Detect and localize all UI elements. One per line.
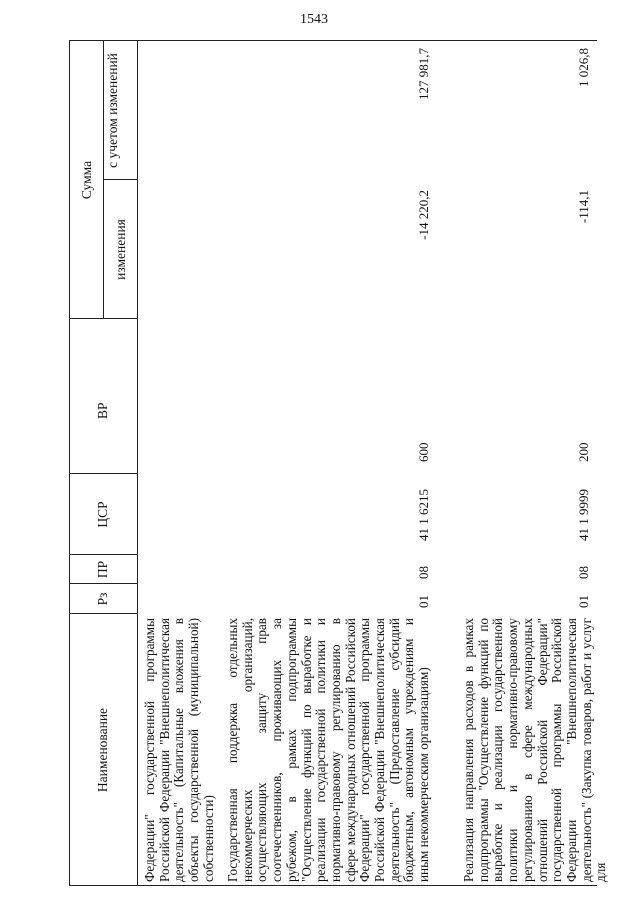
- header-rz: Рз: [95, 592, 110, 606]
- header-sum: Сумма: [79, 160, 94, 200]
- header-csr: ЦСР: [95, 501, 110, 528]
- row-3-name: Реализация направления расходов в рамках подпрограммы "Осуществление функций по выработке и реализации государственной политики и нормативно-правовому регулированию в сфере международных отношений Российской Федерации" государственной программы Российской Федерации "Внешнеполитическая деятельность" (Закупка товаров, работ и услуг для: [461, 618, 609, 882]
- row-1-name: Федерации" государственной программы Российской Федерации "Внешнеполитическая деятельность" (Капитальные вложения в объекты государственной (муниципальной) собственности): [142, 618, 216, 882]
- header-vr: ВР: [95, 402, 110, 419]
- sum-subheader-line: [103, 41, 104, 319]
- row-2-csr: 41 1 6215: [416, 489, 431, 541]
- row-3-pr: 08: [576, 566, 591, 579]
- table-top-border: [69, 41, 70, 886]
- row-3-vr: 200: [576, 442, 591, 462]
- row-3-rz: 01: [576, 595, 591, 608]
- row-2-with-changes: 127 981,7: [416, 48, 431, 100]
- header-with-changes: с учетом изменений: [105, 53, 120, 168]
- budget-table: [69, 41, 609, 886]
- row-3-with-changes: 1 026,8: [576, 48, 591, 87]
- table-left-border: [69, 885, 597, 886]
- header-pr: ПР: [95, 560, 110, 579]
- header-change: изменения: [113, 219, 128, 280]
- row-2-pr: 08: [416, 566, 431, 579]
- row-2-vr: 600: [416, 442, 431, 462]
- row-2-rz: 01: [416, 595, 431, 608]
- row-2-change: -14 220,2: [416, 190, 431, 240]
- row-3-csr: 41 1 9999: [576, 489, 591, 541]
- header-name: Наименование: [95, 707, 110, 793]
- row-3-change: -114,1: [576, 190, 591, 224]
- table-right-border: [69, 40, 597, 41]
- header-bottom-border: [137, 41, 138, 886]
- page-number: 1543: [300, 12, 328, 27]
- row-2-name: Государственная поддержка отдельных некоммерческих организаций, осуществляющих защиту прав соотечественников, проживающих за рубежом, в рамках подпрограммы "Осуществление функций по выработке и реализации государственной политики и нормативно-правовому регулированию в сфере международных отношений Российской Федерации" государственной программы Российской Федерации "Внешнеполитическая деятельность" (Предоставление субсидий бюджетным, автономным учреждениям и иным некоммерческим организациям): [225, 618, 432, 882]
